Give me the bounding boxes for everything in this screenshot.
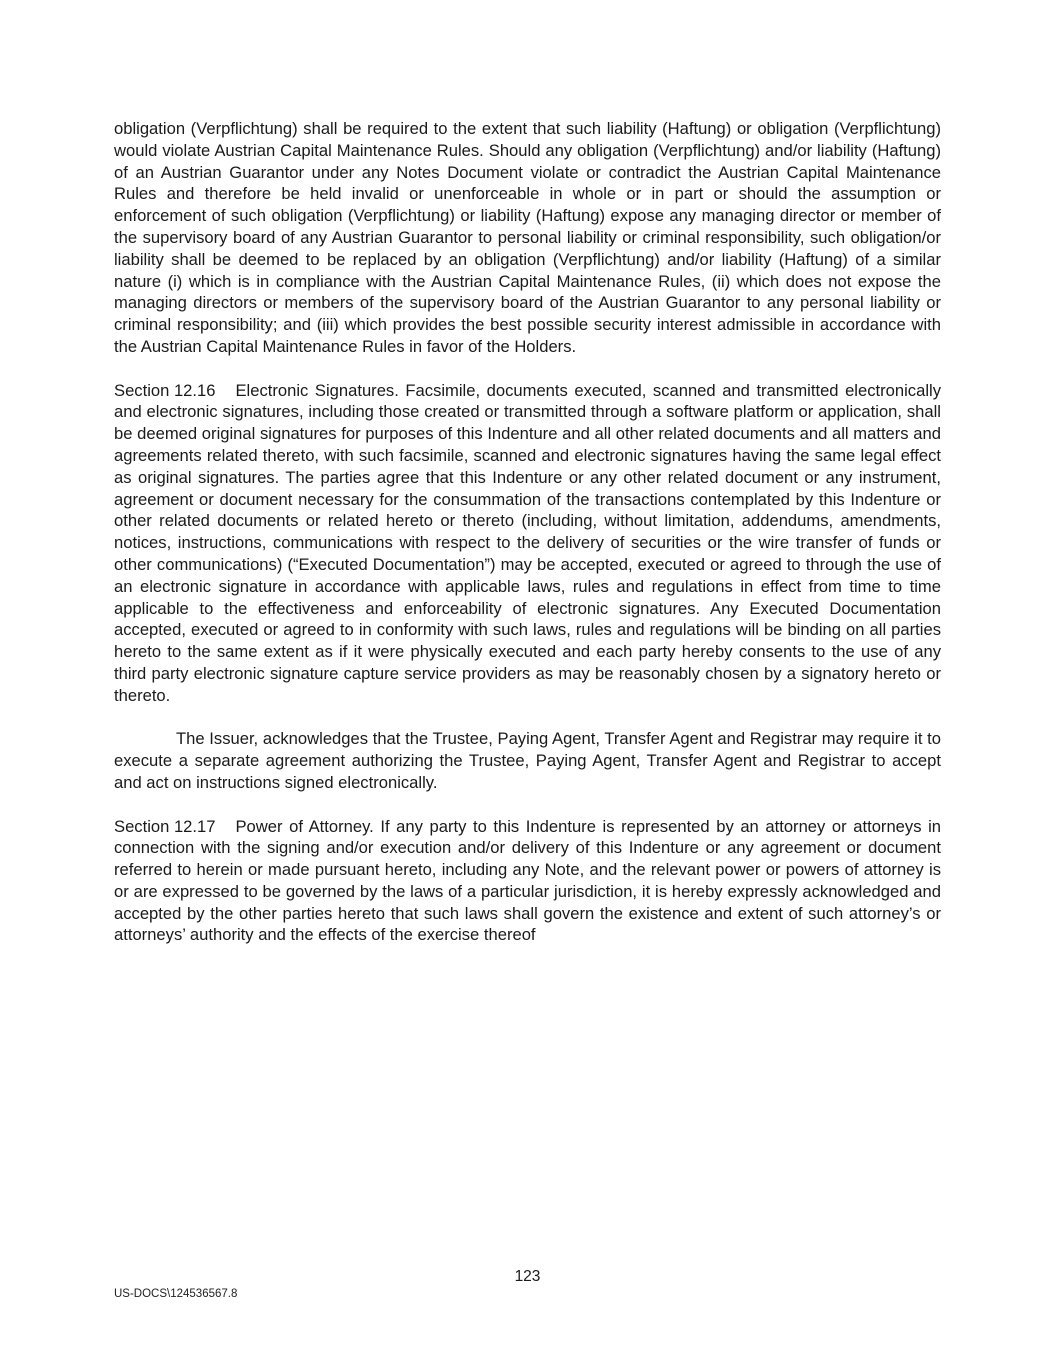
section-12-16-text: Electronic Signatures. Facsimile, documents executed, scanned and transmitted electronically and electronic signatures, including those created or transmitted through a software platform or application, shall be deemed original signatures for purposes of this Indenture and all other related documents and all matters and agreements related thereto, with such facsimile, scanned and electronic signatures having the same legal effect as original signatures. The parties agree that this Indenture or any other related document or any instrument, agreement or document necessary for the consummation of the transactions contemplated by this Indenture or other related documents or related hereto or thereto (including, without limitation, addendums, amendments, notices, instructions, communications with respect to the delivery of securities or the wire transfer of funds or other communications) (“Executed Documentation”) may be accepted, executed or agreed to through the use of an electronic signature in accordance with applicable laws, rules and regulations in effect from time to time applicable to the effectiveness and enforceability of electronic signatures. Any Executed Documentation accepted, executed or agreed to in conformity with such laws, rules and regulations will be binding on all parties hereto to the same extent as if it were physically executed and each party hereby consents to the use of any third party electronic signature capture service providers as may be reasonably chosen by a signatory hereto or thereto.: [114, 380, 941, 705]
section-12-17-text: Power of Attorney. If any party to this Indenture is represented by an attorney or attorneys in connection with the signing and/or execution and/or delivery of this Indenture or any agreement or document referred to herein or made pursuant hereto, including any Note, and the relevant power or powers of attorney is or are expressed to be governed by the laws of a particular jurisdiction, it is hereby expressly acknowledged and accepted by the other parties hereto that such laws shall govern the existence and extent of such attorney’s or attorneys’ authority and the effects of the exercise thereof: [114, 816, 941, 945]
page-number: 123: [514, 1268, 541, 1285]
section-12-17: [114, 816, 941, 947]
section-12-17-label: Section 12.17: [114, 816, 216, 836]
document-body: [114, 118, 941, 968]
section-12-16-label: Section 12.16: [114, 380, 216, 400]
paragraph-capital-maintenance: obligation (Verpflichtung) shall be required to the extent that such liability (Haftung) or obligation (Verpflichtung) would violate Austrian Capital Maintenance Rules. Should any obligation (Verpflichtung) and/or liability (Haftung) of an Austrian Guarantor under any Notes Document violate or contradict the Austrian Capital Maintenance Rules and therefore be held invalid or unenforceable in whole or in part or should the assumption or enforcement of such obligation (Verpflichtung) or liability (Haftung) expose any managing director or member of the supervisory board of any Austrian Guarantor to personal liability or criminal responsibility, such obligation/or liability shall be deemed to be replaced by an obligation (Verpflichtung) and/or liability (Haftung) of a similar nature (i) which is in compliance with the Austrian Capital Maintenance Rules, (ii) which does not expose the managing directors or members of the supervisory board of the Austrian Guarantor to any personal liability or criminal responsibility; and (iii) which provides the best possible security interest admissible in accordance with the Austrian Capital Maintenance Rules in favor of the Holders.: [114, 119, 941, 356]
section-12-16: [114, 380, 941, 707]
document-id: US-DOCS\124536567.8: [114, 1288, 238, 1300]
paragraph-issuer-acknowledgement: The Issuer, acknowledges that the Trustee, Paying Agent, Transfer Agent and Registrar may require it to execute a separate agreement authorizing the Trustee, Paying Agent, Transfer Agent and Registrar to accept and act on instructions signed electronically.: [114, 729, 941, 792]
